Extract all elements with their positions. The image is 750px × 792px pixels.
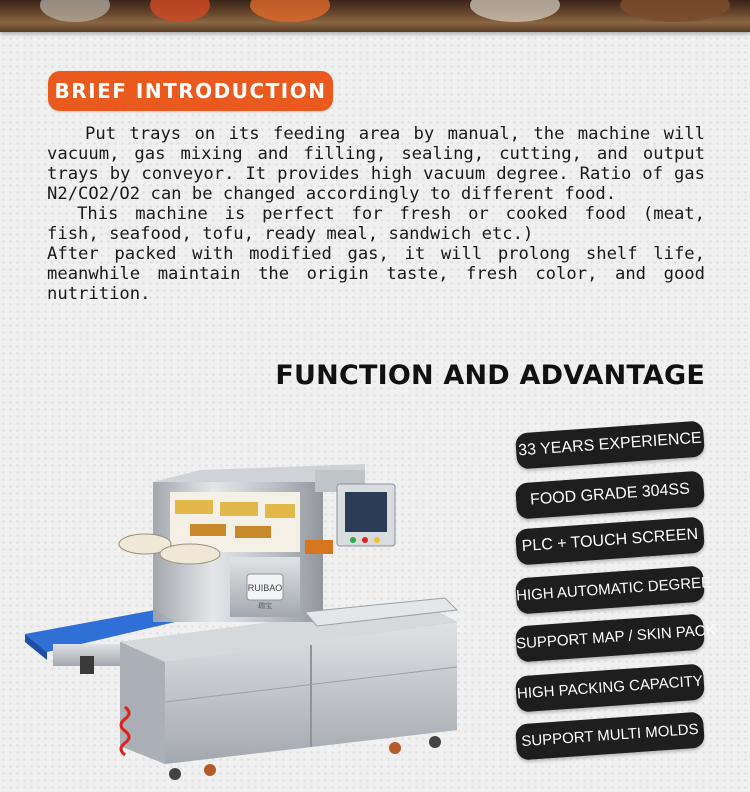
intro-paragraph-2: This machine is perfect for fresh or cooked food (meat, fish, seafood, tofu, ready meal, sandwich etc.) bbox=[47, 204, 705, 244]
intro-paragraph-3: After packed with modified gas, it will prolong shelf life, meanwhile maintain the origin taste, fresh color, and good nutrition. bbox=[47, 244, 705, 304]
machine-logo: RUIBAO bbox=[247, 583, 283, 593]
intro-text bbox=[47, 124, 705, 304]
intro-paragraph-1: Put trays on its feeding area by manual, the machine will vacuum, gas mixing and filling, sealing, cutting, and output trays by conveyor. It provides high vacuum degree. Ratio of gas N2/CO2/O2 can be changed accordingly to different food. bbox=[47, 124, 705, 204]
advantage-pill: 33 YEARS EXPERIENCE bbox=[515, 420, 705, 469]
advantage-pill: FOOD GRADE 304SS bbox=[515, 470, 705, 519]
advantage-pill: SUPPORT MAP / SKIN PACK bbox=[515, 613, 705, 662]
advantage-pill: SUPPORT MULTI MOLDS bbox=[515, 711, 705, 760]
advantage-pill: HIGH AUTOMATIC DEGREE bbox=[515, 565, 705, 614]
machine-logo-cn: 瑞宝 bbox=[258, 602, 272, 610]
function-advantage-title: FUNCTION AND ADVANTAGE bbox=[275, 360, 705, 391]
advantage-pill: HIGH PACKING CAPACITY bbox=[515, 663, 705, 712]
food-banner bbox=[0, 0, 750, 32]
tray-sealing-machine-image bbox=[25, 462, 465, 792]
brief-introduction-title: BRIEF INTRODUCTION bbox=[48, 71, 333, 111]
advantage-pill: PLC + TOUCH SCREEN bbox=[515, 516, 705, 565]
